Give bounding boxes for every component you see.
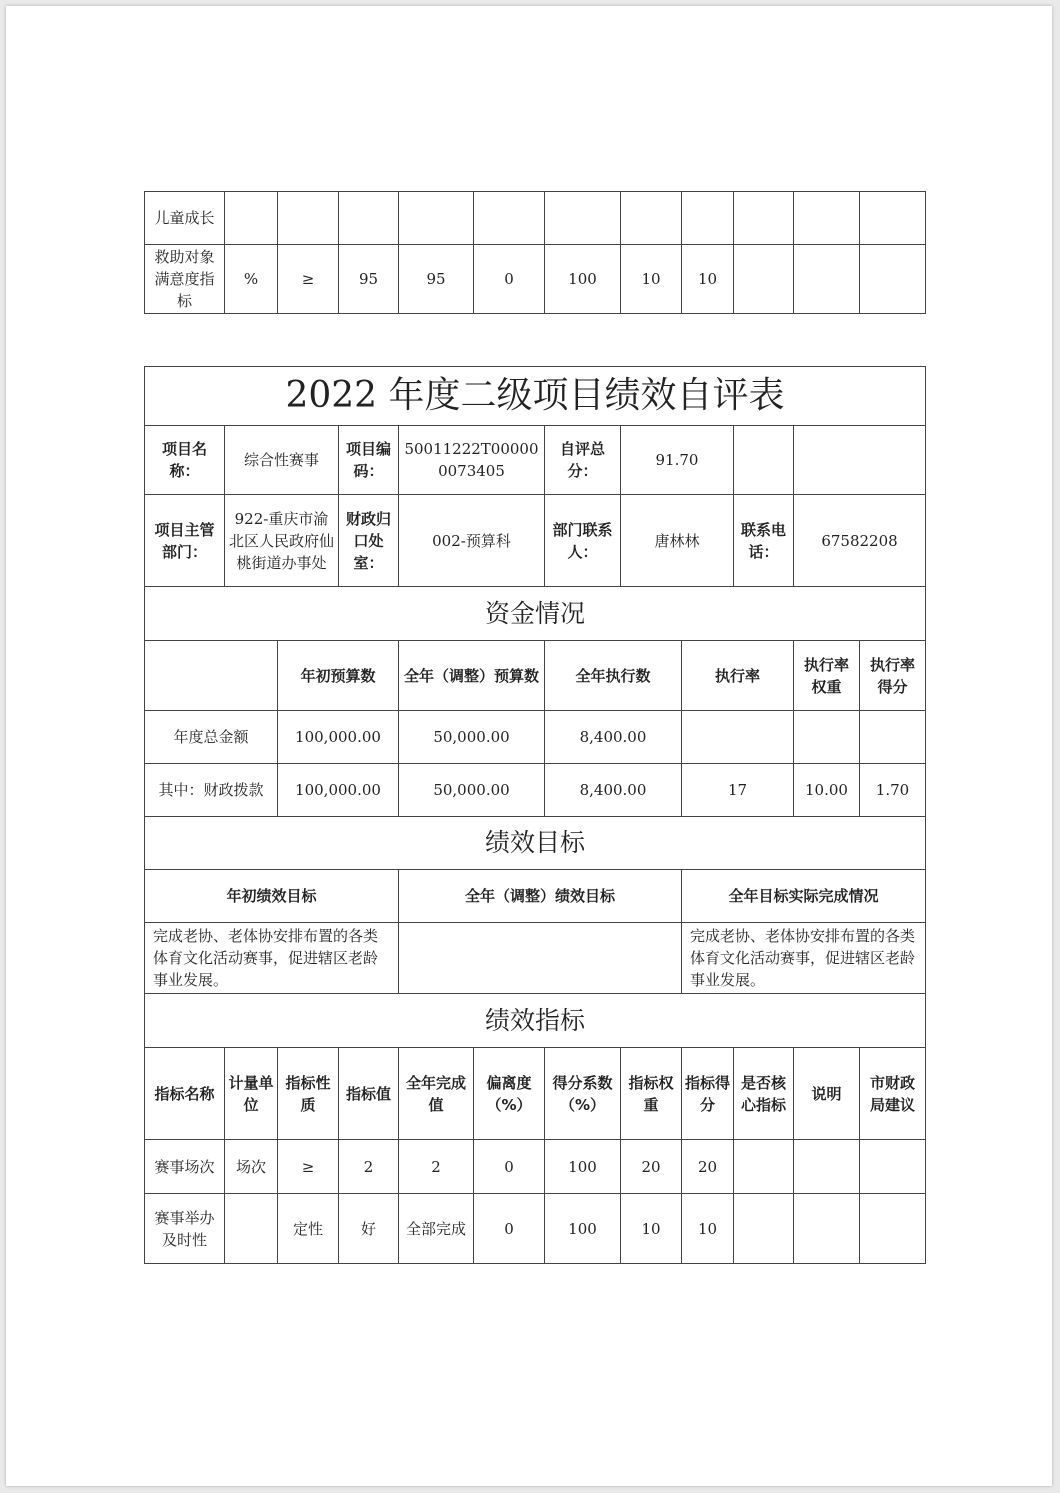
goals-header-adjusted: 全年（调整）绩效目标 bbox=[399, 870, 682, 923]
table-row bbox=[145, 764, 926, 817]
indicator-deviation bbox=[474, 192, 545, 245]
indicator-score: 10 bbox=[682, 1194, 734, 1264]
ind-header-coef: 得分系数（%） bbox=[545, 1048, 621, 1140]
indicator-core bbox=[734, 1140, 794, 1194]
ind-header-nature: 指标性质 bbox=[278, 1048, 339, 1140]
phone-label: 联系电话： bbox=[734, 495, 794, 587]
funds-score: 1.70 bbox=[860, 764, 926, 817]
self-score-label: 自评总分： bbox=[545, 426, 621, 495]
ind-header-name: 指标名称 bbox=[145, 1048, 225, 1140]
indicator-advice bbox=[860, 192, 926, 245]
funds-header-adjusted: 全年（调整）预算数 bbox=[399, 641, 545, 711]
funds-row-label: 其中：财政拨款 bbox=[145, 764, 278, 817]
indicator-note bbox=[794, 1140, 860, 1194]
funds-score bbox=[860, 711, 926, 764]
form-title: 2022 年度二级项目绩效自评表 bbox=[145, 367, 926, 426]
indicator-target: 好 bbox=[339, 1194, 399, 1264]
indicator-actual: 2 bbox=[399, 1140, 474, 1194]
indicator-weight: 10 bbox=[621, 1194, 682, 1264]
funds-initial: 100,000.00 bbox=[278, 711, 399, 764]
project-name-label: 项目名称： bbox=[145, 426, 225, 495]
funds-executed: 8,400.00 bbox=[545, 764, 682, 817]
funds-adjusted: 50,000.00 bbox=[399, 711, 545, 764]
project-name-value: 综合性赛事 bbox=[225, 426, 339, 495]
dept-label: 项目主管部门： bbox=[145, 495, 225, 587]
indicator-coef: 100 bbox=[545, 1140, 621, 1194]
goals-header-initial: 年初绩效目标 bbox=[145, 870, 399, 923]
funds-section-title: 资金情况 bbox=[145, 587, 926, 641]
indicator-weight: 20 bbox=[621, 1140, 682, 1194]
indicator-actual: 全部完成 bbox=[399, 1194, 474, 1264]
funds-header-initial: 年初预算数 bbox=[278, 641, 399, 711]
funds-executed: 8,400.00 bbox=[545, 711, 682, 764]
dept-contact-value: 唐林林 bbox=[621, 495, 734, 587]
indicator-target: 2 bbox=[339, 1140, 399, 1194]
goal-adjusted-text bbox=[399, 923, 682, 994]
ind-header-core: 是否核心指标 bbox=[734, 1048, 794, 1140]
table-row bbox=[145, 1194, 926, 1264]
funds-header-score: 执行率得分 bbox=[860, 641, 926, 711]
ind-header-weight: 指标权重 bbox=[621, 1048, 682, 1140]
funds-header-rate: 执行率 bbox=[682, 641, 794, 711]
indicator-score: 20 bbox=[682, 1140, 734, 1194]
table-row bbox=[145, 192, 926, 245]
ind-header-actual: 全年完成值 bbox=[399, 1048, 474, 1140]
dept-value: 922-重庆市渝北区人民政府仙桃街道办事处 bbox=[225, 495, 339, 587]
indicator-actual bbox=[399, 192, 474, 245]
indicator-advice bbox=[860, 1140, 926, 1194]
project-code-value: 50011222T000000073405 bbox=[399, 426, 545, 495]
goal-actual-text: 完成老协、老体协安排布置的各类体育文化活动赛事，促进辖区老龄事业发展。 bbox=[682, 923, 926, 994]
funds-weight: 10.00 bbox=[794, 764, 860, 817]
finance-office-value: 002-预算科 bbox=[399, 495, 545, 587]
indicator-unit bbox=[225, 1194, 278, 1264]
indicators-section-title: 绩效指标 bbox=[145, 994, 926, 1048]
indicator-note bbox=[794, 245, 860, 314]
indicator-advice bbox=[860, 245, 926, 314]
indicator-name: 赛事场次 bbox=[145, 1140, 225, 1194]
goals-header-actual: 全年目标实际完成情况 bbox=[682, 870, 926, 923]
phone-value: 67582208 bbox=[794, 495, 926, 587]
indicator-weight: 10 bbox=[621, 245, 682, 314]
ind-header-advice: 市财政局建议 bbox=[860, 1048, 926, 1140]
funds-header-weight: 执行率权重 bbox=[794, 641, 860, 711]
table-row bbox=[145, 711, 926, 764]
indicator-coef bbox=[545, 192, 621, 245]
ind-header-score: 指标得分 bbox=[682, 1048, 734, 1140]
ind-header-unit: 计量单位 bbox=[225, 1048, 278, 1140]
indicator-nature: ≥ bbox=[278, 1140, 339, 1194]
funds-weight bbox=[794, 711, 860, 764]
evaluation-form-table bbox=[144, 366, 926, 1264]
empty-cell bbox=[794, 426, 926, 495]
funds-initial: 100,000.00 bbox=[278, 764, 399, 817]
ind-header-note: 说明 bbox=[794, 1048, 860, 1140]
funds-adjusted: 50,000.00 bbox=[399, 764, 545, 817]
dept-contact-label: 部门联系人： bbox=[545, 495, 621, 587]
indicator-nature: 定性 bbox=[278, 1194, 339, 1264]
indicator-target bbox=[339, 192, 399, 245]
indicator-coef: 100 bbox=[545, 245, 621, 314]
funds-rate: 17 bbox=[682, 764, 794, 817]
indicator-weight bbox=[621, 192, 682, 245]
indicator-actual: 95 bbox=[399, 245, 474, 314]
self-score-value: 91.70 bbox=[621, 426, 734, 495]
indicator-core bbox=[734, 1194, 794, 1264]
funds-row-label: 年度总金额 bbox=[145, 711, 278, 764]
indicator-nature bbox=[278, 192, 339, 245]
table-row bbox=[145, 245, 926, 314]
indicator-deviation: 0 bbox=[474, 1194, 545, 1264]
ind-header-deviation: 偏离度（%） bbox=[474, 1048, 545, 1140]
indicator-score bbox=[682, 192, 734, 245]
indicator-deviation: 0 bbox=[474, 245, 545, 314]
indicator-unit: % bbox=[225, 245, 278, 314]
indicator-core bbox=[734, 245, 794, 314]
indicator-name: 赛事举办及时性 bbox=[145, 1194, 225, 1264]
goal-initial-text: 完成老协、老体协安排布置的各类体育文化活动赛事，促进辖区老龄事业发展。 bbox=[145, 923, 399, 994]
indicator-core bbox=[734, 192, 794, 245]
indicator-deviation: 0 bbox=[474, 1140, 545, 1194]
project-code-label: 项目编码： bbox=[339, 426, 399, 495]
indicator-name: 儿童成长 bbox=[145, 192, 225, 245]
indicator-target: 95 bbox=[339, 245, 399, 314]
indicator-note bbox=[794, 192, 860, 245]
indicator-nature: ≥ bbox=[278, 245, 339, 314]
empty-header-cell bbox=[145, 641, 278, 711]
continued-indicator-table bbox=[144, 191, 926, 314]
indicator-unit: 场次 bbox=[225, 1140, 278, 1194]
indicator-unit bbox=[225, 192, 278, 245]
indicator-note bbox=[794, 1194, 860, 1264]
table-row bbox=[145, 1140, 926, 1194]
indicator-advice bbox=[860, 1194, 926, 1264]
ind-header-target: 指标值 bbox=[339, 1048, 399, 1140]
funds-rate bbox=[682, 711, 794, 764]
document-page bbox=[6, 6, 1052, 1486]
goals-section-title: 绩效目标 bbox=[145, 817, 926, 870]
indicator-coef: 100 bbox=[545, 1194, 621, 1264]
indicator-score: 10 bbox=[682, 245, 734, 314]
empty-cell bbox=[734, 426, 794, 495]
indicator-name: 救助对象满意度指标 bbox=[145, 245, 225, 314]
finance-office-label: 财政归口处室： bbox=[339, 495, 399, 587]
funds-header-executed: 全年执行数 bbox=[545, 641, 682, 711]
